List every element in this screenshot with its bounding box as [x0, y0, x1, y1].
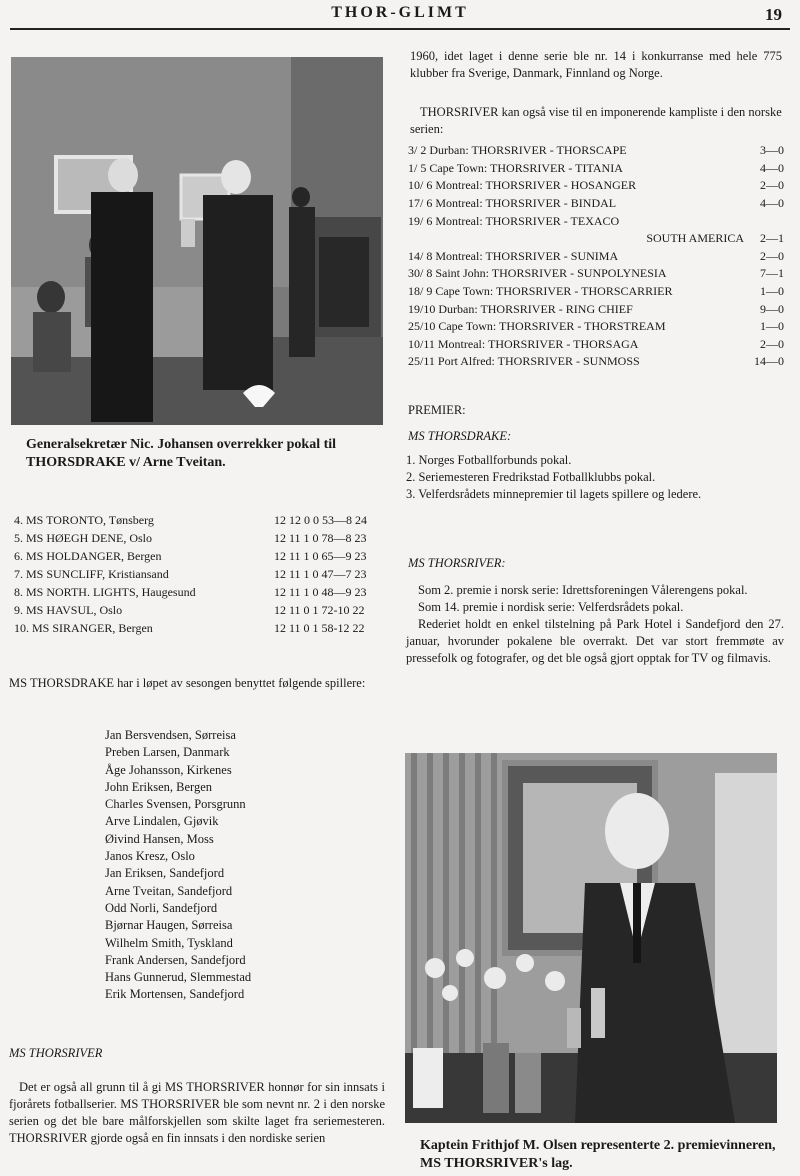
photo-trophy-presentation — [11, 57, 383, 425]
match-name: 30/ 8 Saint John: THORSRIVER - SUNPOLYNESIA — [408, 266, 667, 281]
standings-stats: 12 11 1 0 65—9 23 — [274, 548, 367, 563]
standings-stats: 12 12 0 0 53—8 24 — [274, 512, 367, 527]
caption-left-photo: Generalsekretær Nic. Johansen overrekker pokal til THORSDRAKE v/ Arne Tveitan. — [26, 437, 337, 470]
match-name: 25/11 Port Alfred: THORSRIVER - SUNMOSS — [408, 354, 640, 369]
header-rule — [10, 28, 790, 30]
standings-team: 8. MS NORTH. LIGHTS, Haugesund — [14, 584, 196, 599]
table-row — [408, 177, 784, 195]
list-item: 3. Velferdsrådets minnepremier til lagets spillere og ledere. — [406, 487, 702, 501]
list-item: Frank Andersen, Sandefjord — [105, 952, 246, 967]
caption-right-photo: Kaptein Frithjof M. Olsen representerte 2. premievinneren, MS THORSRIVER's lag. — [420, 1138, 776, 1171]
list-item: 1. Norges Fotballforbunds pokal. — [406, 453, 572, 467]
match-name: 17/ 6 Montreal: THORSRIVER - BINDAL — [408, 196, 617, 211]
standings-team: 9. MS HAVSUL, Oslo — [14, 602, 123, 617]
match-results-table — [408, 142, 784, 371]
table-row — [14, 565, 394, 583]
list-item: Bjørnar Haugen, Sørreisa — [105, 918, 233, 933]
match-score: 2—0 — [760, 248, 784, 263]
standings-stats: 12 11 1 0 47—7 23 — [274, 566, 367, 581]
list-item: Wilhelm Smith, Tyskland — [105, 935, 233, 950]
table-row — [14, 619, 394, 637]
match-score: 4—0 — [760, 160, 784, 175]
paragraph: Rederiet holdt en enkel tilstelning på Park Hotel i Sandefjord den 27. januar, hvorunder pokalene ble overrakt. Det var stort fremmøte av pressefolk og fotografer, og det ble også gjort opptak for TV og filmavis. — [406, 617, 784, 665]
list-item: Erik Mortensen, Sandefjord — [105, 987, 245, 1002]
match-name: 1/ 5 Cape Town: THORSRIVER - TITANIA — [408, 160, 623, 175]
list-item: Åge Johansson, Kirkenes — [105, 762, 232, 777]
list-item: Odd Norli, Sandefjord — [105, 900, 218, 915]
match-name: 19/ 6 Montreal: THORSRIVER - TEXACO — [408, 213, 620, 228]
list-item: Charles Svensen, Porsgrunn — [105, 797, 246, 812]
prizes-label: PREMIER: — [408, 403, 466, 417]
list-item: Arve Lindalen, Gjøvik — [105, 814, 219, 829]
match-score: 1—0 — [760, 319, 784, 334]
standings-team: 7. MS SUNCLIFF, Kristiansand — [14, 566, 169, 581]
match-score: 2—0 — [760, 336, 784, 351]
match-score: 3—0 — [760, 143, 784, 158]
match-score: 4—0 — [760, 196, 784, 211]
match-name: 10/11 Montreal: THORSRIVER - THORSAGA — [408, 336, 639, 351]
match-name: 10/ 6 Montreal: THORSRIVER - HOSANGER — [408, 178, 637, 193]
page-number: 19 — [765, 5, 782, 24]
match-score: 7—1 — [760, 266, 784, 281]
standings-team: 6. MS HOLDANGER, Bergen — [14, 548, 162, 563]
section-heading-thorsriver-prizes: MS THORSRIVER: — [408, 556, 506, 570]
thorsdrake-prize-list — [406, 452, 784, 503]
photo-captain-with-trophies — [405, 753, 777, 1123]
match-list-intro: THORSRIVER kan også vise til en imponerende kampliste i den norske serien: — [410, 105, 782, 136]
table-row — [408, 336, 784, 354]
match-name: 25/10 Cape Town: THORSRIVER - THORSTREAM — [408, 319, 666, 334]
match-name: SOUTH AMERICA — [646, 231, 744, 246]
table-row — [408, 283, 784, 301]
match-score: 1—0 — [760, 284, 784, 299]
table-row — [408, 265, 784, 283]
section-heading-thorsriver: MS THORSRIVER — [9, 1046, 103, 1060]
table-row — [14, 529, 394, 547]
table-row — [408, 160, 784, 178]
thorsriver-prizes-text — [406, 582, 784, 667]
match-name: 18/ 9 Cape Town: THORSRIVER - THORSCARRIER — [408, 284, 673, 299]
list-item: Arne Tveitan, Sandefjord — [105, 883, 233, 898]
table-row — [14, 511, 394, 529]
thorsdrake-players-intro: MS THORSDRAKE har i løpet av sesongen benyttet følgende spillere: — [9, 676, 366, 690]
match-score: 2—1 — [760, 231, 784, 246]
standings-stats: 12 11 1 0 78—8 23 — [274, 530, 367, 545]
standings-stats: 12 11 0 1 58-12 22 — [274, 620, 365, 635]
standings-team: 4. MS TORONTO, Tønsberg — [14, 512, 154, 527]
standings-team: 5. MS HØEGH DENE, Oslo — [14, 530, 152, 545]
table-row — [408, 230, 784, 248]
table-row — [14, 601, 394, 619]
match-score: 9—0 — [760, 301, 784, 316]
standings-stats: 12 11 0 1 72-10 22 — [274, 602, 365, 617]
standings-table — [14, 511, 394, 637]
list-item: John Eriksen, Bergen — [105, 779, 213, 794]
standings-team: 10. MS SIRANGER, Bergen — [14, 620, 153, 635]
list-item: Hans Gunnerud, Slemmestad — [105, 970, 252, 985]
page-header-title: THOR-GLIMT — [331, 4, 469, 21]
table-row — [408, 300, 784, 318]
player-list — [105, 727, 251, 1004]
match-score: 14—0 — [754, 354, 784, 369]
table-row — [408, 353, 784, 371]
match-name: 14/ 8 Montreal: THORSRIVER - SUNIMA — [408, 248, 619, 263]
table-row — [408, 142, 784, 160]
thorsriver-body-text: Det er også all grunn til å gi MS THORSRIVER honnør for sin innsats i fjorårets fotballserier. MS THORSRIVER ble som nevnt nr. 2 i den norske serien og det ble bare målforskjellen som skilte laget fra seriemesteren. THORSRIVER gjorde også en fin innsats i den nordiske serien — [9, 1080, 385, 1145]
table-row — [408, 212, 784, 230]
table-row — [408, 318, 784, 336]
paragraph: Som 2. premie i norsk serie: Idrettsforeningen Vålerengens pokal. — [418, 583, 748, 597]
list-item: Øivind Hansen, Moss — [105, 831, 214, 846]
right-continuation-text: 1960, idet laget i denne serie ble nr. 14 i konkurranse med hele 775 klubber fra Sverige, Danmark, Finnland og Norge. — [410, 49, 782, 80]
table-row — [408, 195, 784, 213]
list-item: 2. Seriemesteren Fredrikstad Fotballklubbs pokal. — [406, 470, 656, 484]
list-item: Jan Bersvendsen, Sørreisa — [105, 728, 236, 742]
table-row — [14, 547, 394, 565]
paragraph: Som 14. premie i nordisk serie: Velferdsrådets pokal. — [418, 600, 684, 614]
list-item: Preben Larsen, Danmark — [105, 745, 230, 760]
standings-stats: 12 11 1 0 48—9 23 — [274, 584, 367, 599]
match-score: 2—0 — [760, 178, 784, 193]
list-item: Janos Kresz, Oslo — [105, 849, 195, 864]
table-row — [408, 248, 784, 266]
match-score — [744, 212, 784, 230]
table-row — [14, 583, 394, 601]
list-item: Jan Eriksen, Sandefjord — [105, 866, 225, 881]
match-name: 19/10 Durban: THORSRIVER - RING CHIEF — [408, 301, 633, 316]
section-heading-thorsdrake: MS THORSDRAKE: — [408, 429, 512, 443]
match-name: 3/ 2 Durban: THORSRIVER - THORSCAPE — [408, 143, 627, 158]
